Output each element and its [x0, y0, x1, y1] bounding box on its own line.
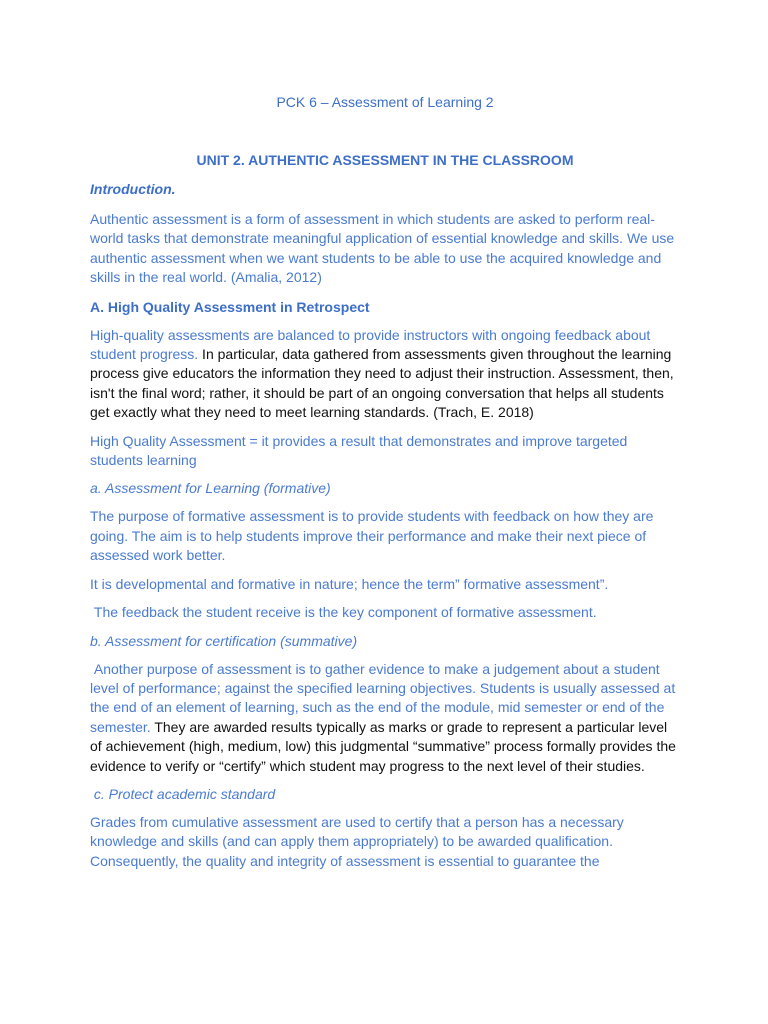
introduction-paragraph: Authentic assessment is a form of assessment in which students are asked to perform real-world tasks that demonstrate meaningful application of essential knowledge and skills. We use authentic assessment when we want students to be able to use the acquired knowledge and skills in the real world. (Amalia, 2012)	[90, 211, 675, 286]
subsection-b-paragraph-black: They are awarded results typically as marks or grade to represent a particular level of achievement (high, medium, low) this judgmental “summative” process formally provides the evidence to verify or “certify” which student may progress to the next level of their studies.	[90, 718, 680, 774]
document-title: PCK 6 – Assessment of Learning 2	[276, 94, 494, 110]
document-content	[90, 93, 680, 871]
subsection-a-paragraph-3: The feedback the student receive is the key component of formative assessment.	[90, 604, 597, 621]
section-a-paragraph-2: High Quality Assessment = it provides a result that demonstrates and improve targeted students learning	[90, 432, 628, 469]
subsection-c-paragraph: Grades from cumulative assessment are used to certify that a person has a necessary knowledge and skills (and can apply them appropriately) to be awarded qualification. Consequently, the quality and integrity of assessment is essential to guarantee the	[90, 813, 624, 869]
subsection-a-paragraph-1: The purpose of formative assessment is to provide students with feedback on how they are going. The aim is to help students improve their performance and make their next piece of assessed work better.	[90, 508, 654, 564]
subsection-a-heading: a. Assessment for Learning (formative)	[90, 480, 331, 497]
subsection-b-paragraph-blue: Another purpose of assessment is to gather evidence to make a judgement about a student level of performance; against the specified learning objectives. Students is usually assessed at the end of an element of learning, such as the end of the module, mid semester or end of the semester.	[90, 660, 680, 735]
subsection-b-paragraph	[90, 660, 680, 776]
section-a-paragraph-1	[90, 326, 680, 423]
section-a-paragraph-1-blue: High-quality assessments are balanced to provide instructors with ongoing feedback about student progress.	[90, 326, 651, 363]
section-a-heading: A. High Quality Assessment in Retrospect	[90, 298, 370, 315]
subsection-b-heading: b. Assessment for certification (summative)	[90, 632, 358, 649]
subsection-c-heading: c. Protect academic standard	[90, 785, 276, 802]
unit-title: UNIT 2. AUTHENTIC ASSESSMENT IN THE CLASSROOM	[196, 152, 574, 168]
section-a-paragraph-1-black: In particular, data gathered from assessments given throughout the learning process give educators the information they need to adjust their instruction. Assessment, then, isn't the final word; rather, it should be part of an ongoing conversation that helps all students get exactly what they need to meet learning standards. (Trach, E. 2018)	[90, 346, 674, 421]
subsection-a-paragraph-2: It is developmental and formative in nature; hence the term” formative assessment”.	[90, 575, 609, 592]
introduction-heading: Introduction.	[90, 181, 176, 197]
